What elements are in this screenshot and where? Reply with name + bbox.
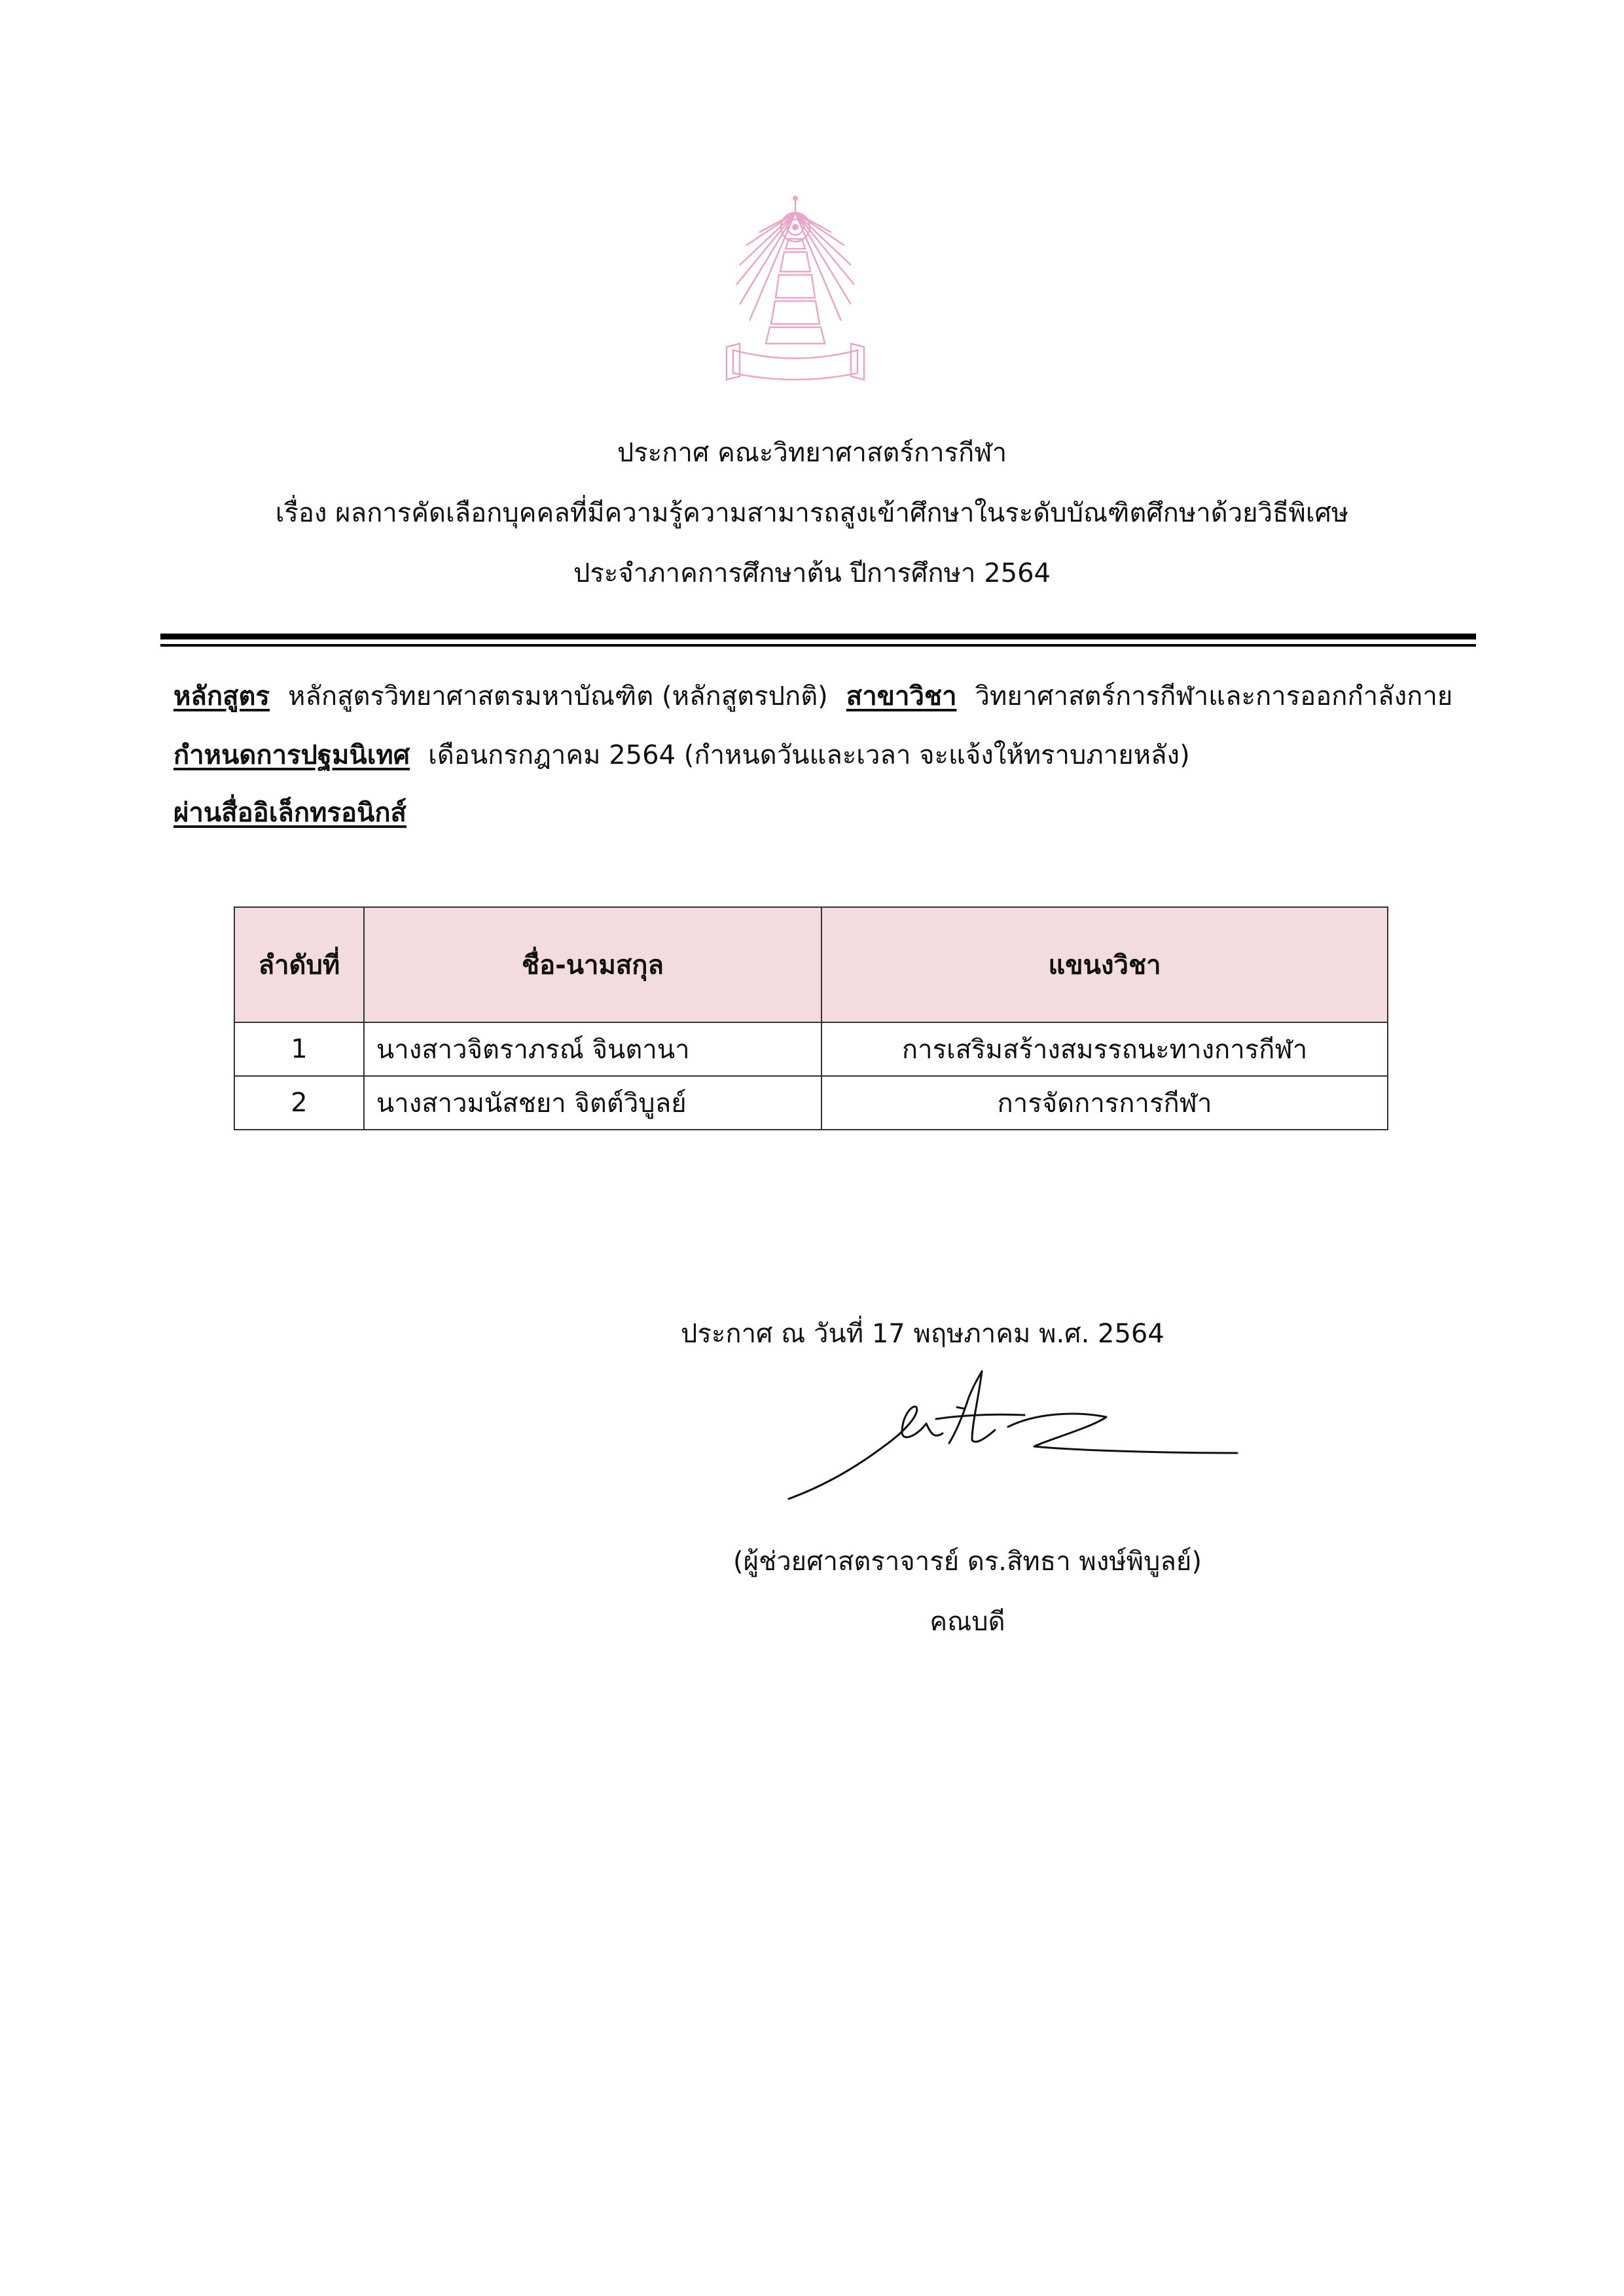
channel-line xyxy=(173,797,1483,829)
announcement-heading: ประกาศ คณะวิทยาศาสตร์การกีฬา xyxy=(617,438,1007,468)
row-number: 2 xyxy=(234,1076,364,1130)
announcement-subject: เรื่อง ผลการคัดเลือกบุคคลที่มีความรู้ความสามารถสูงเข้าศึกษาในระดับบัณฑิตศึกษาด้วยวิธีพิเศษ xyxy=(275,498,1349,528)
row-name: นางสาวมนัสชยา จิตต์วิบูลย์ xyxy=(364,1076,821,1130)
header-divider-thin xyxy=(160,644,1476,647)
program-line xyxy=(173,681,1483,712)
signature-icon xyxy=(785,1368,1244,1518)
university-emblem-icon xyxy=(720,187,871,403)
row-track: การจัดการการกีฬา xyxy=(821,1076,1388,1130)
signer-position: คณบดี xyxy=(929,1607,1005,1637)
column-header-name: ชื่อ-นามสกุล xyxy=(364,907,821,1022)
announcement-term: ประจำภาคการศึกษาต้น ปีการศึกษา 2564 xyxy=(573,558,1051,588)
major-label: สาขาวิชา xyxy=(846,681,957,711)
row-number: 1 xyxy=(234,1022,364,1076)
program-label: หลักสูตร xyxy=(173,681,270,711)
channel-label: ผ่านสื่ออิเล็กทรอนิกส์ xyxy=(173,798,406,828)
orientation-line xyxy=(173,740,1483,771)
program-value: หลักสูตรวิทยาศาสตรมหาบัณฑิต (หลักสูตรปกติ) xyxy=(287,681,828,711)
table-row xyxy=(234,1022,1388,1076)
row-name: นางสาวจิตราภรณ์ จินตานา xyxy=(364,1022,821,1076)
announcement-date: ประกาศ ณ วันที่ 17 พฤษภาคม พ.ศ. 2564 xyxy=(681,1319,1164,1349)
table-header-row xyxy=(234,907,1388,1022)
header-divider-thick xyxy=(160,634,1476,639)
signer-name: (ผู้ช่วยศาสตราจารย์ ดร.สิทธา พงษ์พิบูลย์) xyxy=(733,1547,1202,1577)
row-track: การเสริมสร้างสมรรถนะทางการกีฬา xyxy=(821,1022,1388,1076)
major-value: วิทยาศาสตร์การกีฬาและการออกกำลังกาย xyxy=(975,681,1453,711)
orientation-label: กำหนดการปฐมนิเทศ xyxy=(173,740,410,770)
column-header-track: แขนงวิชา xyxy=(821,907,1388,1022)
column-header-number: ลำดับที่ xyxy=(234,907,364,1022)
table-row xyxy=(234,1076,1388,1130)
orientation-value: เดือนกรกฎาคม 2564 (กำหนดวันและเวลา จะแจ้งให้ทราบภายหลัง) xyxy=(428,740,1190,770)
results-table xyxy=(234,906,1388,1130)
